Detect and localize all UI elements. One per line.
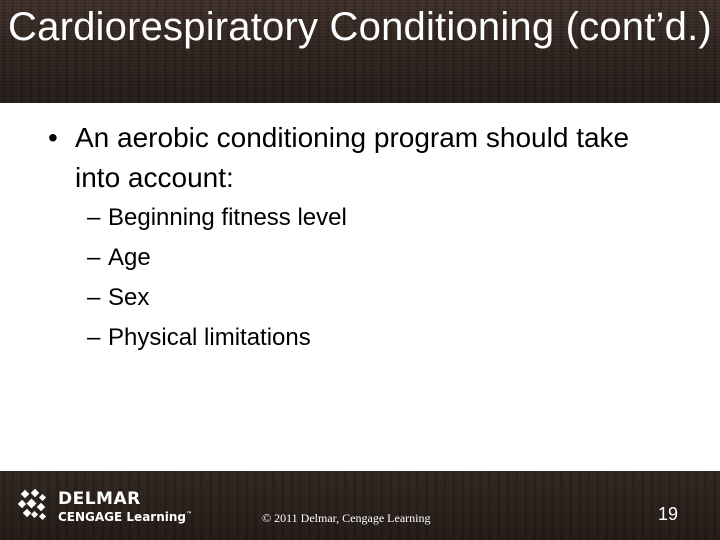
logo-text-cengage [58, 508, 192, 524]
dash-marker: – [87, 324, 101, 351]
bullet-marker: • [48, 122, 58, 153]
dash-marker: – [87, 244, 101, 271]
dash-marker: – [87, 284, 101, 311]
dash-marker: – [87, 204, 101, 231]
sub-bullet-item [87, 238, 347, 278]
sub-bullet-text: Age [108, 244, 151, 271]
delmar-cengage-logo [18, 489, 192, 529]
sub-bullet-text: Physical limitations [108, 324, 311, 351]
delmar-logo-mark-icon [18, 489, 50, 523]
sub-bullet-list [87, 198, 347, 358]
sub-bullet-item [87, 198, 347, 238]
copyright-notice: © 2011 Delmar, Cengage Learning [262, 511, 431, 525]
logo-text-cengage-learning: CENGAGE Learning [58, 510, 186, 524]
sub-bullet-text: Sex [108, 284, 150, 311]
slide-title: Cardiorespiratory Conditioning (cont’d.) [8, 5, 712, 49]
sub-bullet-item [87, 278, 347, 318]
sub-bullet-item [87, 318, 347, 358]
title-bar [0, 0, 720, 103]
logo-text-delmar: DELMAR [58, 489, 141, 509]
page-number: 19 [657, 504, 678, 524]
trademark-mark: ™ [186, 511, 192, 518]
bullet-text: An aerobic conditioning program should take into account: [75, 122, 630, 193]
sub-bullet-text: Beginning fitness level [108, 204, 347, 231]
